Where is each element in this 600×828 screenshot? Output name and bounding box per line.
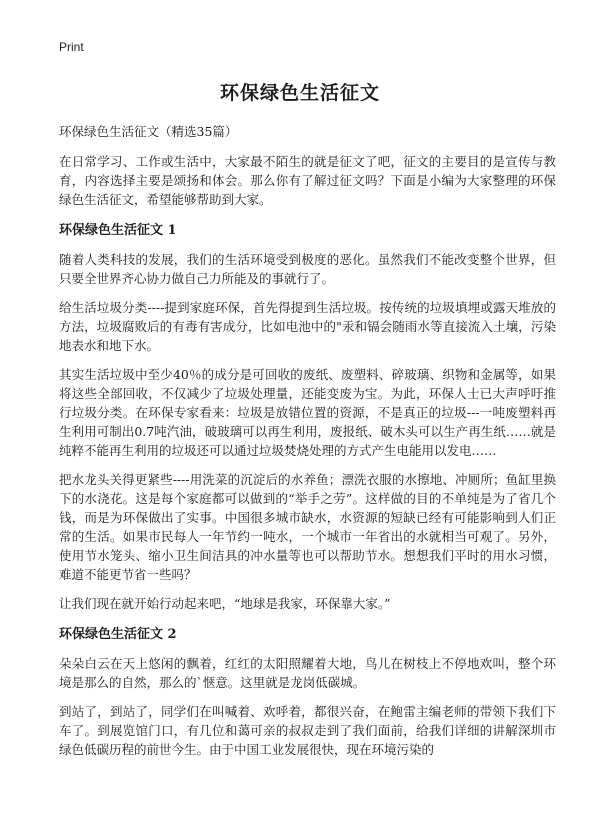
section-heading-1: 环保绿色生活征文 1 xyxy=(59,223,177,238)
section-2-paragraph: 到站了，到站了，同学们在叫喊着、欢呼着，都很兴奋，在鲍雷主编老师的带领下我们下车了。到展览馆门口，有几位和蔼可亲的叔叔走到了我们面前，给我们详细的讲解深圳市绿色低碳历程的前世今生。由于中国工业发展很快，现在环境污染的 xyxy=(59,704,556,757)
intro-paragraph: 在日常学习、工作或生活中，大家最不陌生的就是征文了吧，征文的主要目的是宣传与教育，内容选择主要是颂扬和体会。那么你有了解过征文吗？下面是小编为大家整理的环保绿色生活征文，希望能够帮助到大家。 xyxy=(59,154,556,207)
section-1-paragraph: 其实生活垃圾中至少40％的成分是可回收的废纸、废塑料、碎玻璃、织物和金属等，如果将这些全部回收，不仅减少了垃圾处理量，还能变废为宝。为此，环保人士已大声呼吁推行垃圾分类。在环保专家看来：垃圾是放错位置的资源，不是真正的垃圾---一吨废塑料再生利用可制出0.7吨汽油，破玻璃可以再生利用，废报纸、破木头可以生产再生纸……就是纯粹不能再生利用的垃圾还可以通过垃圾焚烧处理的方式产生电能用以发电…… xyxy=(59,367,556,458)
article-body xyxy=(59,122,556,769)
section-1-paragraph: 给生活垃圾分类----提到家庭环保，首先得提到生活垃圾。按传统的垃圾填埋或露天堆放的方法，垃圾腐败后的有毒有害成分，比如电池中的"汞和镉会随雨水等直接流入土壤，污染地表水和地下水。 xyxy=(59,300,556,353)
section-heading-2: 环保绿色生活征文 2 xyxy=(59,627,177,642)
section-2-paragraph: 朵朵白云在天上悠闲的飘着，红红的太阳照耀着大地，鸟儿在树枝上不停地欢叫，整个环境是那么的自然，那么的`惬意。这里就是龙岗低碳城。 xyxy=(59,656,556,690)
section-1-paragraph: 随着人类科技的发展，我们的生活环境受到极度的恶化。虽然我们不能改变整个世界，但只要全世界齐心协力做自己力所能及的事就行了。 xyxy=(59,252,556,286)
page-title: 环保绿色生活征文 xyxy=(219,82,380,104)
section-1-paragraph: 让我们现在就开始行动起来吧，“地球是我家，环保靠大家。” xyxy=(59,596,391,611)
section-1-paragraph: 把水龙头关得更紧些----用洗菜的沉淀后的水养鱼；漂洗衣服的水擦地、冲厕所；鱼缸里换下的水浇花。这是每个家庭都可以做到的“举手之劳”。这样做的目的不单纯是为了省几个钱，而是为环保做出了实事。中国很多城市缺水，水资源的短缺已经有可能影响到人们正常的生活。如果市民每人一年节约一吨水，一个城市一年省出的水就相当可观了。另外，使用节水笼头、缩小卫生间洁具的冲水量等也可以帮助节水。想想我们平时的用水习惯，难道不能更节省一些吗？ xyxy=(59,472,556,582)
article-subtitle: 环保绿色生活征文（精选35篇） xyxy=(59,124,238,139)
print-link[interactable]: Print xyxy=(59,40,84,54)
